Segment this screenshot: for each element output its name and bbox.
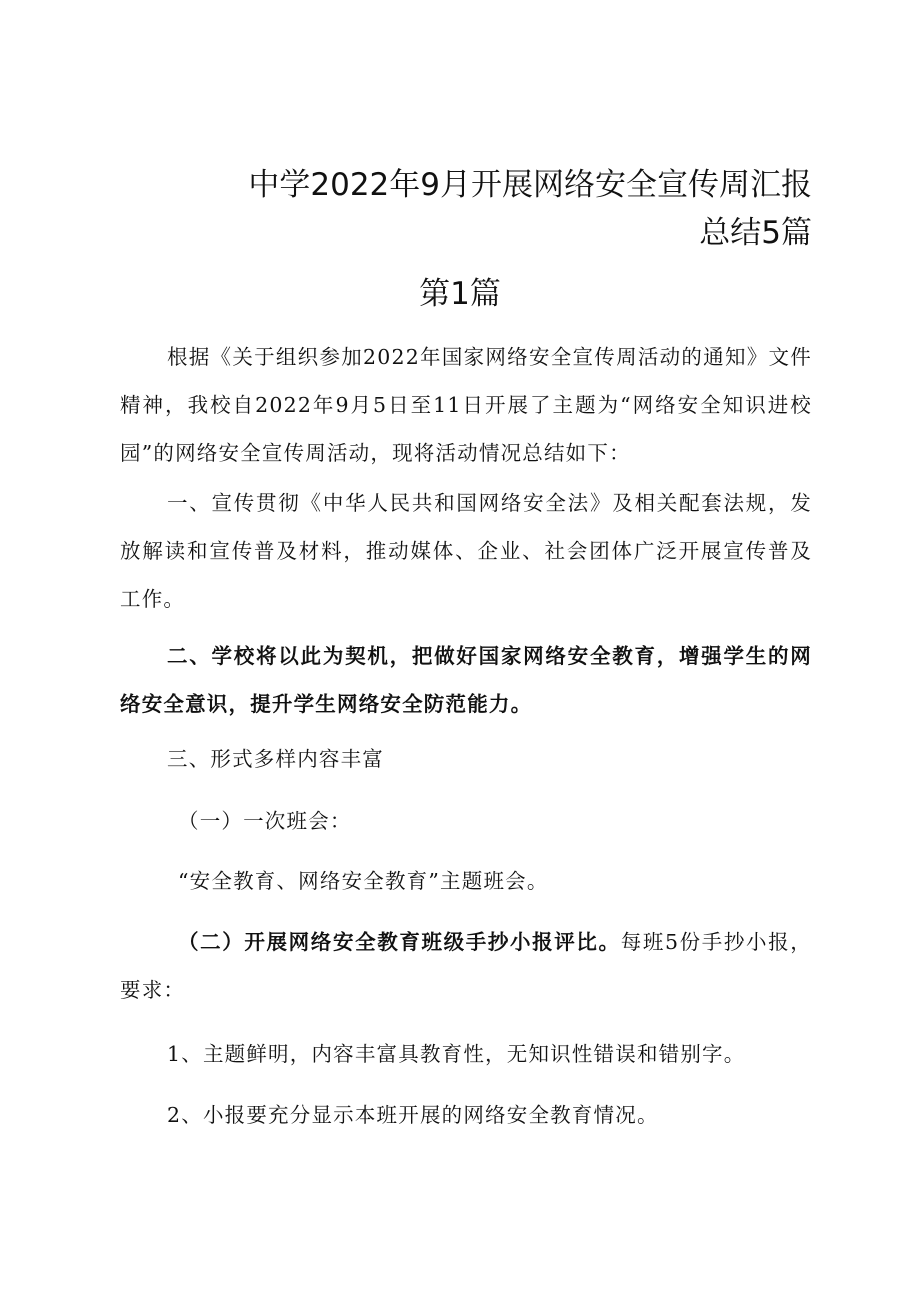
sub-item-2-text: 每班5份手抄小报，要求： <box>120 930 813 1002</box>
sub-item-1-text: “安全教育、网络安全教育”主题班会。 <box>178 869 549 893</box>
sub-item-1-heading: （一）一次班会： <box>178 809 352 833</box>
intro-paragraph: 根据《关于组织参加2022年国家网络安全宣传周活动的通知》文件精神，我校自2022年9月5日至11日开展了主题为“网络安全知识进校园”的网络安全宣传周活动，现将活动情况总结如下： <box>120 345 812 465</box>
document-title-line-1: 中学2022年9月开展网络安全宣传周汇报 <box>248 167 812 203</box>
item-2-paragraph: 二、学校将以此为契机，把做好国家网络安全教育，增强学生的网络安全意识，提升学生网络安全防范能力。 <box>120 644 812 716</box>
sub-item-2-paragraph <box>120 918 812 1014</box>
item-1-paragraph: 一、宣传贯彻《中华人民共和国网络安全法》及相关配套法规，发放解读和宣传普及材料，推动媒体、企业、社会团体广泛开展宣传普及工作。 <box>120 491 812 611</box>
requirement-1: 1、主题鲜明，内容丰富具教育性，无知识性错误和错别字。 <box>167 1042 746 1066</box>
sub-item-2-heading: （二）开展网络安全教育班级手抄小报评比。 <box>178 930 621 954</box>
section-title: 第1篇 <box>419 276 501 312</box>
item-3-heading: 三、形式多样内容丰富 <box>167 747 384 771</box>
document-title-line-2: 总结5篇 <box>699 215 812 251</box>
requirement-2: 2、小报要充分显示本班开展的网络安全教育情况。 <box>167 1103 659 1127</box>
